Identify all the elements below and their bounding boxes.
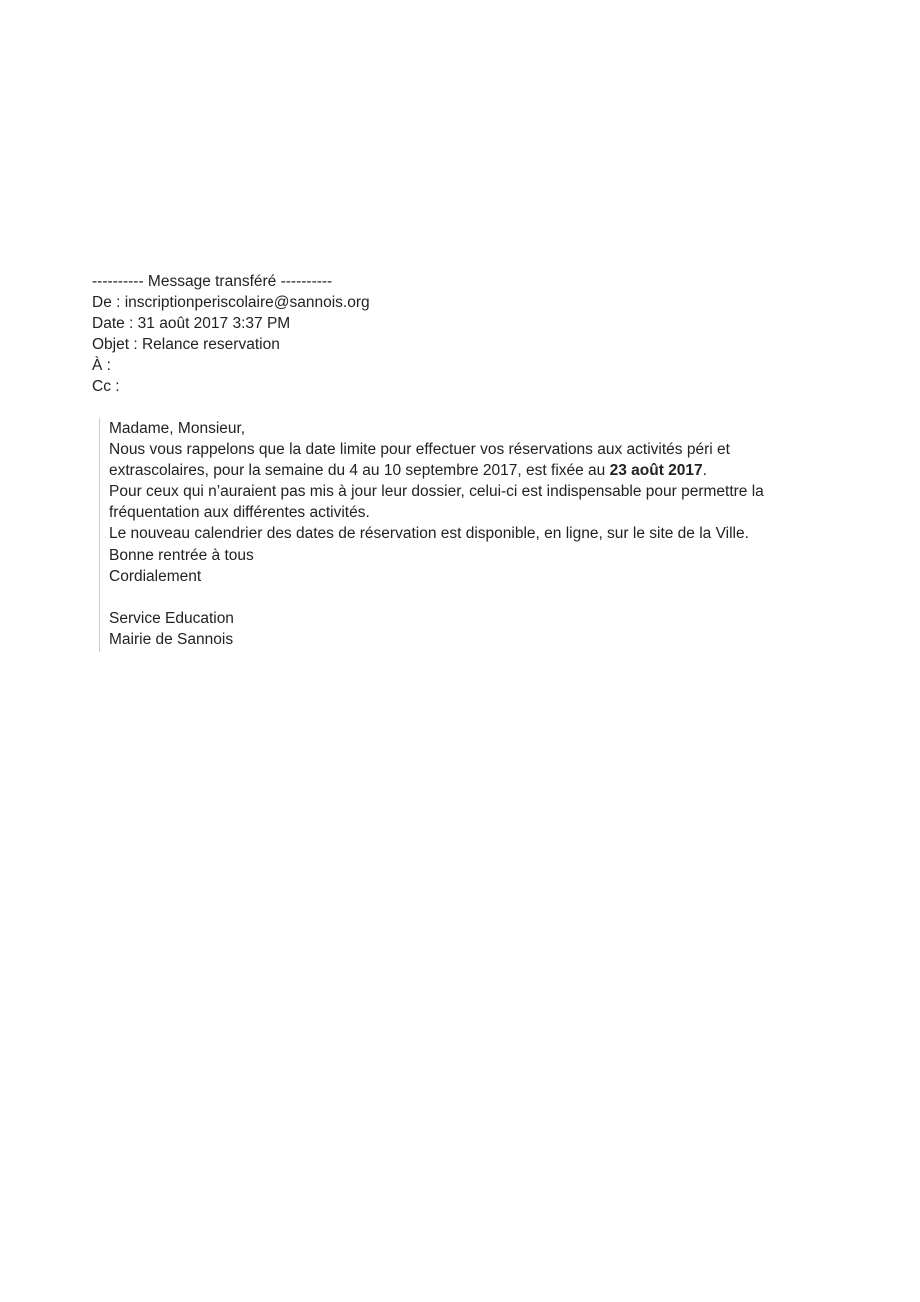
dossier-line-2: fréquentation aux différentes activités. (109, 504, 370, 522)
reminder-line-2-text: extrascolaires, pour la semaine du 4 au 10 septembre 2017, est fixée au (109, 462, 610, 480)
closing-line: Cordialement (109, 567, 202, 585)
forward-separator: ---------- Message transféré ---------- (92, 273, 333, 290)
forwarded-message-header (92, 271, 852, 398)
deadline-date: 23 août 2017 (609, 462, 703, 480)
wishes-line: Bonne rentrée à tous (109, 546, 254, 564)
reminder-line-2-end: . (702, 462, 707, 480)
subject-line: Objet : Relance reservation (92, 336, 280, 354)
reminder-line-2 (109, 460, 829, 481)
signature-department: Service Education (109, 609, 234, 627)
dossier-line-1: Pour ceux qui n’auraient pas mis à jour leur dossier, celui-ci est indispensable pour permettre la (109, 483, 764, 501)
cc-line: Cc : (92, 378, 120, 396)
blank-line (109, 587, 829, 608)
date-line: Date : 31 août 2017 3:37 PM (92, 315, 291, 333)
reminder-line-1: Nous vous rappelons que la date limite pour effectuer vos réservations aux activités péri et (109, 441, 730, 459)
from-line: De : inscriptionperiscolaire@sannois.org (92, 294, 370, 312)
greeting: Madame, Monsieur, (109, 420, 246, 437)
quoted-message-body (99, 418, 829, 652)
to-line: À : (92, 357, 111, 375)
signature-organization: Mairie de Sannois (109, 630, 234, 648)
calendar-line: Le nouveau calendrier des dates de réservation est disponible, en ligne, sur le site de la Ville. (109, 525, 749, 543)
